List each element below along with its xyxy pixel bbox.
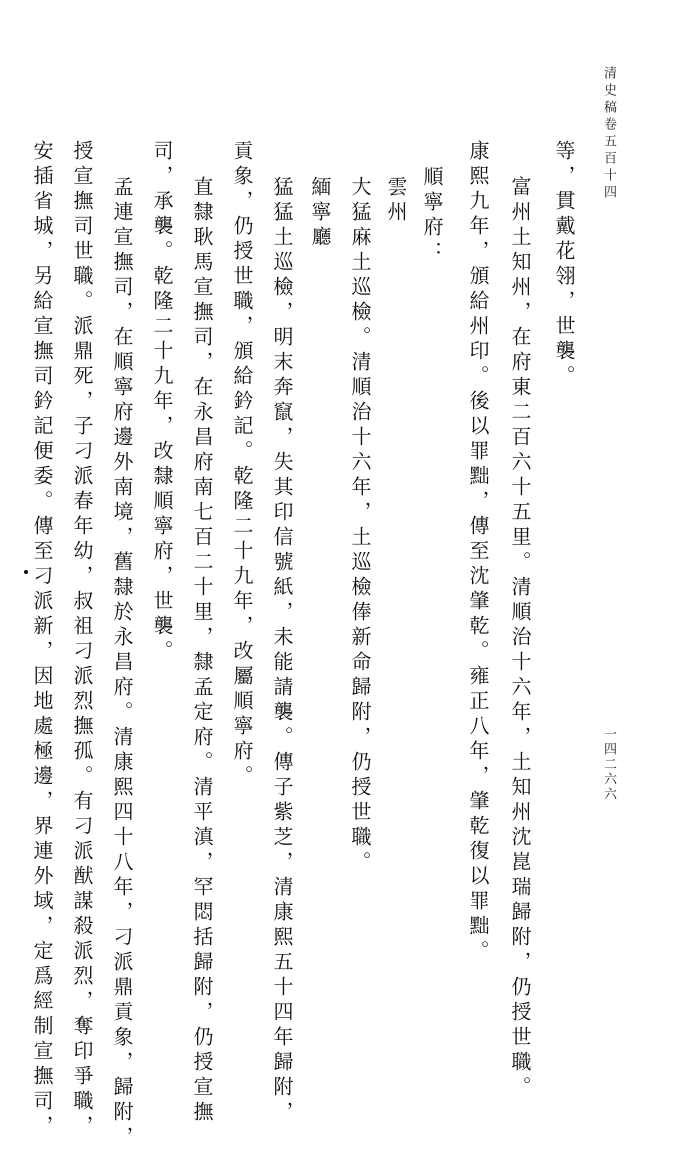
text-column-3: 康熙九年，頒給州印。後以罪黜，傳至沈肇乾。雍正八年，肇乾復以罪黜。 [466, 140, 490, 965]
page-number: 一四二六六 [601, 727, 616, 802]
text-column-2: 富州土知州，在府東二百六十五里。清順治十六年，土知州沈崑瑞歸附，仍授世職。 [508, 176, 532, 1101]
text-column-9: 貢象，仍授世職，頒給鈐記。乾隆二十九年，改屬順寧府。 [230, 140, 254, 790]
text-column-14: 安插省城，另給宣撫司鈐記便委。傳至刁派新，因地處極邊，界連外域，定爲經制宣撫司， [30, 140, 54, 1140]
text-column-10: 直隸耿馬宣撫司，在永昌府南七百二十里，隸孟定府。清平滇，罕悶括歸附，仍授宣撫 [190, 176, 214, 1126]
text-column-1: 等，貫戴花翎，世襲。 [552, 140, 576, 390]
text-column-6: 大猛麻土巡檢。清順治十六年，土巡檢俸新命歸附，仍授世職。 [348, 176, 372, 876]
section-heading-shunning-fu: 順寧府： [420, 166, 444, 266]
running-header-title: 清史稿卷五百十四 [601, 66, 616, 202]
text-column-11: 司，承襲。乾隆二十九年，改隸順寧府，世襲。 [150, 140, 174, 665]
text-column-12: 孟連宣撫司，在順寧府邊外南境，舊隸於永昌府。清康熙四十八年，刁派鼎貢象，歸附， [110, 176, 134, 1151]
text-column-8: 猛猛土巡檢，明末奔竄，失其印信號紙，未能請襲。傳子紫芝，清康熙五十四年歸附， [270, 176, 294, 1126]
subheading-mianning-ting: 緬寧廳 [308, 176, 332, 251]
text-column-13: 授宣撫司世職。派鼎死，子刁派春年幼，叔祖刁派烈撫孤。有刁派猷謀殺派烈，奪印爭職， [70, 140, 94, 1140]
subheading-yunzhou: 雲州 [384, 176, 408, 226]
ink-speck [24, 570, 28, 574]
